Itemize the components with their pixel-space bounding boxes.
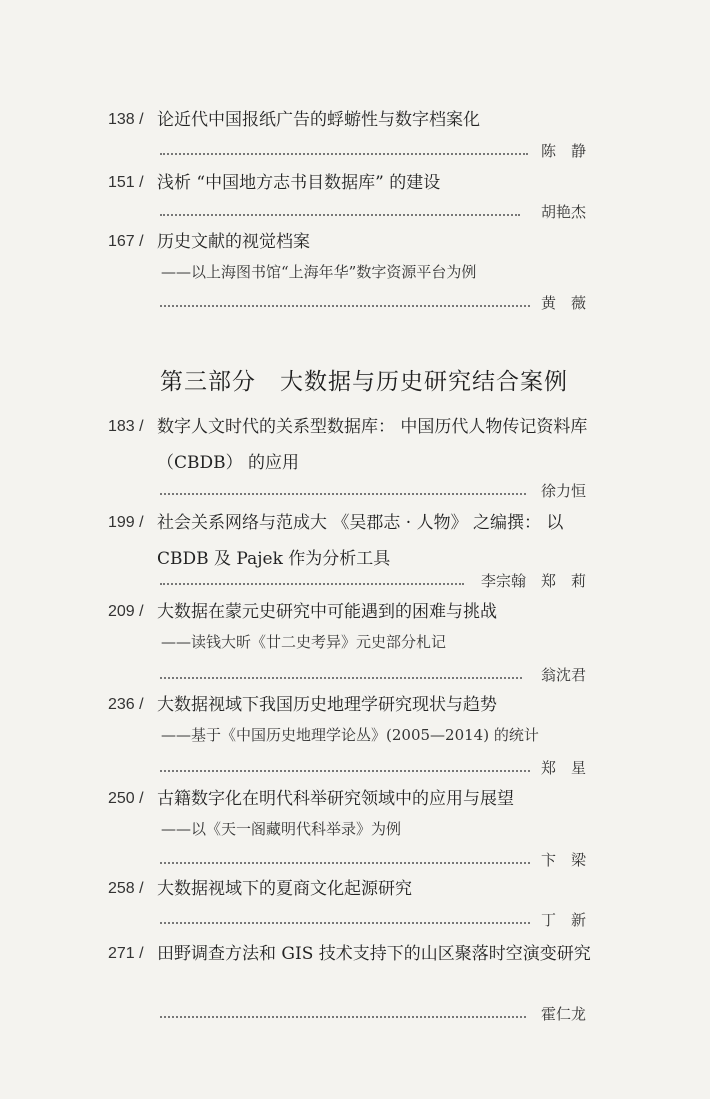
entry-author: 黄 薇 bbox=[540, 294, 586, 312]
entry-title: 论近代中国报纸广告的蜉蝣性与数字档案化 bbox=[157, 110, 480, 130]
entry-author: 卞 梁 bbox=[540, 851, 586, 869]
entry-author: 郑 星 bbox=[540, 759, 586, 777]
entry-author: 丁 新 bbox=[540, 911, 586, 929]
entry-title: 历史文献的视觉档案 bbox=[157, 232, 310, 252]
entry-author: 胡艳杰 bbox=[540, 203, 586, 221]
entry-title: 田野调查方法和 GIS 技术支持下的山区聚落时空演变研究 bbox=[157, 944, 591, 964]
entry-subtitle: ——基于《中国历史地理学论丛》(2005—2014) 的统计 bbox=[161, 726, 539, 744]
toc-entry bbox=[0, 168, 710, 221]
dot-leader bbox=[160, 305, 530, 307]
page-number: 209 / bbox=[108, 603, 144, 620]
page-number: 183 / bbox=[108, 418, 144, 435]
toc-entry bbox=[0, 597, 710, 684]
page-number: 138 / bbox=[108, 111, 144, 128]
toc-entry bbox=[0, 784, 710, 869]
page-number: 167 / bbox=[108, 233, 144, 250]
page-number: 271 / bbox=[108, 945, 144, 962]
toc-entry bbox=[0, 105, 710, 160]
entry-title: 社会关系网络与范成大 《吴郡志 · 人物》 之编撰： 以 CBDB 及 Pajek 作为分析工具 bbox=[157, 513, 564, 569]
entry-title: 古籍数字化在明代科举研究领域中的应用与展望 bbox=[157, 789, 514, 809]
dot-leader bbox=[160, 677, 522, 679]
toc-entry bbox=[0, 227, 710, 312]
dot-leader bbox=[160, 922, 530, 924]
toc-entry bbox=[0, 874, 710, 929]
entry-title: 数字人文时代的关系型数据库： 中国历代人物传记资料库 （CBDB） 的应用 bbox=[157, 417, 588, 473]
page-number: 258 / bbox=[108, 880, 144, 897]
entry-author: 翁沈君 bbox=[540, 666, 586, 684]
page-number: 236 / bbox=[108, 696, 144, 713]
toc-entry bbox=[0, 690, 710, 777]
section-heading: 第三部分 大数据与历史研究结合案例 bbox=[160, 369, 568, 395]
entry-subtitle: ——以上海图书馆“上海年华”数字资源平台为例 bbox=[161, 263, 477, 281]
page-number: 199 / bbox=[108, 514, 144, 531]
page-number: 151 / bbox=[108, 174, 144, 191]
dot-leader bbox=[160, 583, 464, 585]
dot-leader bbox=[160, 493, 526, 495]
dot-leader bbox=[160, 862, 530, 864]
page-number: 250 / bbox=[108, 790, 144, 807]
entry-author: 陈 静 bbox=[540, 142, 586, 160]
entry-author: 霍仁龙 bbox=[540, 1005, 586, 1023]
entry-author: 徐力恒 bbox=[540, 482, 586, 500]
dot-leader bbox=[160, 214, 520, 216]
toc-entry bbox=[0, 936, 710, 1023]
entry-author: 李宗翰 郑 莉 bbox=[480, 572, 586, 590]
entry-subtitle: ——读钱大昕《廿二史考异》元史部分札记 bbox=[161, 633, 447, 651]
toc-entry bbox=[0, 409, 710, 500]
entry-title: 大数据视域下的夏商文化起源研究 bbox=[157, 879, 412, 899]
toc-entry bbox=[0, 505, 710, 590]
entry-title: 大数据在蒙元史研究中可能遇到的困难与挑战 bbox=[157, 602, 497, 622]
entry-title: 浅析 “中国地方志书目数据库” 的建设 bbox=[157, 173, 441, 193]
dot-leader bbox=[160, 1016, 526, 1018]
dot-leader bbox=[160, 770, 530, 772]
dot-leader bbox=[160, 153, 528, 155]
entry-subtitle: ——以《天一阁藏明代科举录》为例 bbox=[161, 820, 402, 838]
entry-title: 大数据视域下我国历史地理学研究现状与趋势 bbox=[157, 695, 497, 715]
